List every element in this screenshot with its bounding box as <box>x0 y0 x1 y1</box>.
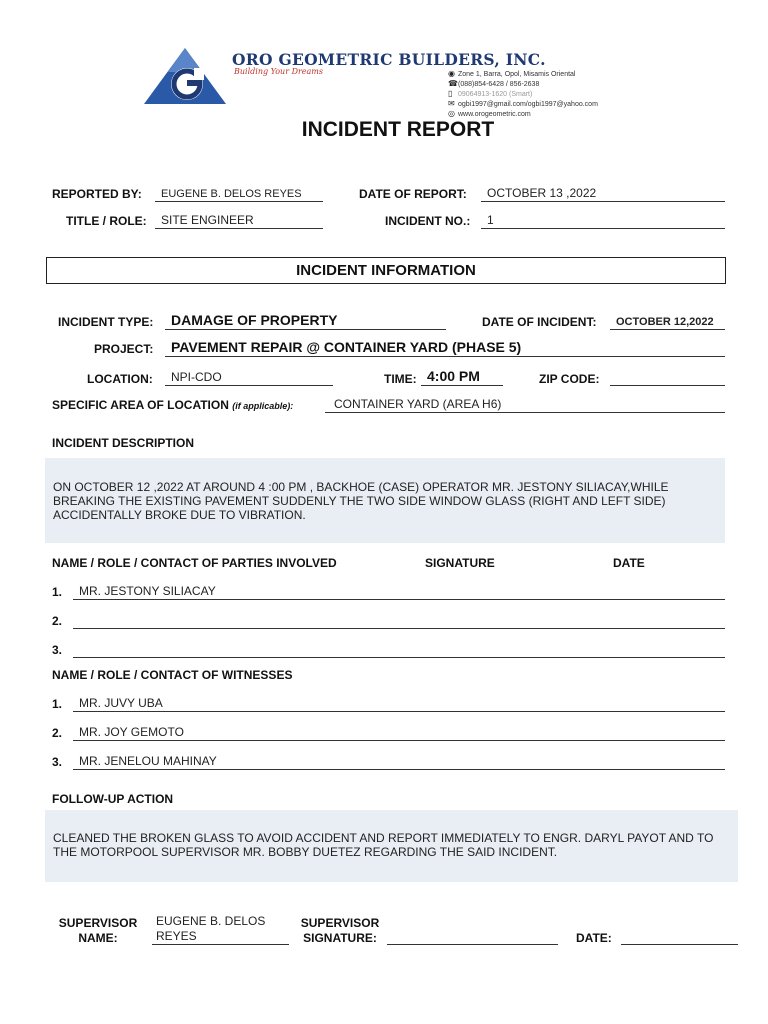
email-icon: ✉ <box>448 99 455 108</box>
footer-date-field[interactable] <box>621 944 738 945</box>
incident-type-field[interactable] <box>165 310 446 330</box>
zip-code-field[interactable] <box>610 368 725 386</box>
witness-row-3-value: MR. JENELOU MAHINAY <box>79 754 217 768</box>
witness-row-number: 2. <box>52 726 63 740</box>
incident-information-heading: INCIDENT INFORMATION <box>46 257 726 284</box>
date-of-incident-value: OCTOBER 12,2022 <box>616 316 714 328</box>
witness-row-number: 1. <box>52 697 63 711</box>
party-row-1-value: MR. JESTONY SILIACAY <box>79 584 216 598</box>
supervisor-name-field[interactable] <box>152 914 289 945</box>
time-value: 4:00 PM <box>427 368 480 384</box>
location-icon: ◉ <box>448 69 455 78</box>
party-row-number: 2. <box>52 614 63 628</box>
follow-up-heading: FOLLOW-UP ACTION <box>52 792 174 806</box>
project-field[interactable] <box>165 337 725 357</box>
witness-row-1-value: MR. JUVY UBA <box>79 696 163 710</box>
project-label: PROJECT: <box>94 342 154 356</box>
specific-area-field[interactable] <box>325 395 725 413</box>
page-title: INCIDENT REPORT <box>301 118 495 141</box>
party-row-3-field[interactable] <box>73 640 725 658</box>
title-role-field[interactable] <box>155 211 323 229</box>
supervisor-name-label: SUPERVISOR NAME: <box>58 916 138 945</box>
witness-row-2-field[interactable] <box>73 723 725 741</box>
time-field[interactable] <box>421 366 503 386</box>
incident-no-label: INCIDENT NO.: <box>385 214 471 228</box>
witness-row-2-value: MR. JOY GEMOTO <box>79 725 184 739</box>
reported-by-field[interactable] <box>155 184 323 202</box>
date-of-incident-field[interactable] <box>610 312 725 330</box>
witness-row-3-field[interactable] <box>73 752 725 770</box>
contact-website: ◎ www.orogeometric.com <box>448 109 531 118</box>
company-name: ORO GEOMETRIC BUILDERS, INC. <box>232 50 546 69</box>
location-value: NPI-CDO <box>171 370 222 384</box>
contact-address: ◉ Zone 1, Barra, Opol, Misamis Oriental <box>448 69 576 78</box>
incident-no-value: 1 <box>487 213 494 227</box>
incident-description-box[interactable] <box>45 458 725 543</box>
follow-up-text: CLEANED THE BROKEN GLASS TO AVOID ACCIDENT AND REPORT IMMEDIATELY TO ENGR. DARYL PAYOT AND TO THE MOTORPOOL SUPERVISOR MR. BOBBY DUETEZ REGARDING THE SAID INCIDENT. <box>53 831 714 859</box>
project-value: PAVEMENT REPAIR @ CONTAINER YARD (PHASE 5) <box>171 339 522 355</box>
incident-description-heading: INCIDENT DESCRIPTION <box>52 436 195 450</box>
contact-phone: ☎(088)854-6428 / 856-2638 <box>448 79 540 88</box>
location-field[interactable] <box>165 368 333 386</box>
mobile-icon: ▯ <box>448 89 453 98</box>
date-of-report-label: DATE OF REPORT: <box>359 187 467 201</box>
supervisor-signature-label: SUPERVISOR SIGNATURE: <box>300 916 380 945</box>
witness-row-1-field[interactable] <box>73 694 725 712</box>
date-of-report-value: OCTOBER 13 ,2022 <box>487 186 597 200</box>
specific-area-value: CONTAINER YARD (AREA H6) <box>334 397 502 411</box>
title-role-value: SITE ENGINEER <box>161 213 254 227</box>
location-label: LOCATION: <box>87 372 153 386</box>
incident-type-label: INCIDENT TYPE: <box>58 315 154 329</box>
witness-row-number: 3. <box>52 755 63 769</box>
footer-date-label: DATE: <box>576 931 612 945</box>
party-row-1-field[interactable] <box>73 582 725 600</box>
contact-mobile: ▯ 09064913-1620 (Smart) <box>448 89 533 98</box>
follow-up-box[interactable] <box>45 810 738 882</box>
signature-column-label: SIGNATURE <box>425 556 495 570</box>
specific-area-label: SPECIFIC AREA OF LOCATION (if applicable): <box>52 398 294 412</box>
supervisor-name-value-line2: REYES <box>156 929 197 943</box>
company-tagline: Building Your Dreams <box>234 67 323 76</box>
witnesses-heading: NAME / ROLE / CONTACT OF WITNESSES <box>52 668 293 682</box>
reported-by-label: REPORTED BY: <box>52 187 142 201</box>
contact-email: ✉ ogbi1997@gmail.com/ogbi1997@yahoo.com <box>448 99 598 108</box>
reported-by-value: EUGENE B. DELOS REYES <box>161 188 302 200</box>
phone-icon: ☎ <box>448 79 458 88</box>
party-row-number: 3. <box>52 643 63 657</box>
party-row-2-field[interactable] <box>73 611 725 629</box>
incident-description-text: ON OCTOBER 12 ,2022 AT AROUND 4 :00 PM , BACKHOE (CASE) OPERATOR MR. JESTONY SILIACAY,WHILE BREAKING THE EXISTING PAVEMENT SUDDENLY THE TWO SIDE WINDOW GLASS (RIGHT AND LEFT SIDE) ACCIDENTALLY BROKE DUE TO VIBRATION. <box>53 480 669 522</box>
zip-code-label: ZIP CODE: <box>539 372 600 386</box>
title-role-label: TITLE / ROLE: <box>66 214 147 228</box>
date-of-incident-label: DATE OF INCIDENT: <box>482 315 597 329</box>
incident-type-value: DAMAGE OF PROPERTY <box>171 312 338 328</box>
date-column-label: DATE <box>613 556 645 570</box>
supervisor-signature-field[interactable] <box>387 944 558 945</box>
specific-area-note: (if applicable): <box>232 401 294 411</box>
web-icon: ◎ <box>448 109 455 118</box>
parties-involved-heading: NAME / ROLE / CONTACT OF PARTIES INVOLVED <box>52 556 337 570</box>
supervisor-name-value-line1: EUGENE B. DELOS <box>156 914 266 928</box>
date-of-report-field[interactable] <box>481 184 725 202</box>
party-row-number: 1. <box>52 585 63 599</box>
incident-no-field[interactable] <box>481 211 725 229</box>
time-label: TIME: <box>384 372 417 386</box>
company-logo <box>142 46 228 106</box>
